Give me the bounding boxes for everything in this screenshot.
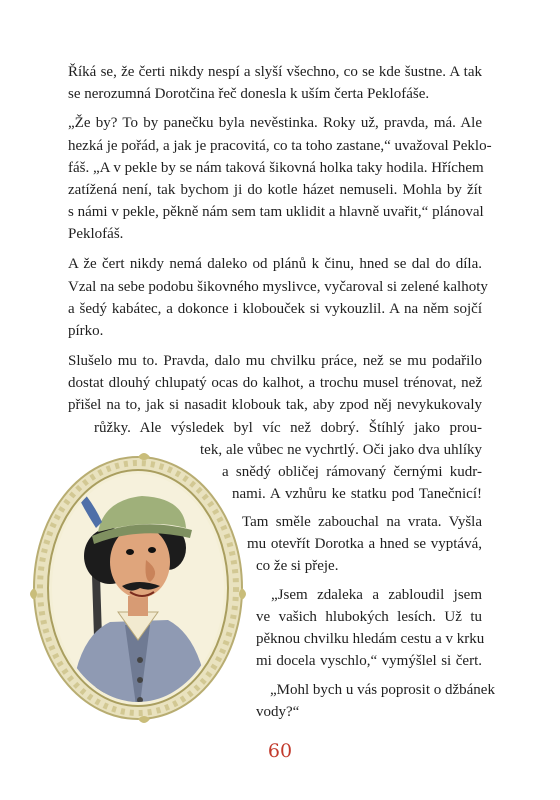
text-line: a snědý obličej rámovaný černými kudr- <box>222 464 482 480</box>
text-line: fáš. „A v pekle by se nám taková šikovná holka taky hodila. Hříchem <box>68 160 484 176</box>
text-line: Slušelo mu to. Pravda, dalo mu chvilku práce, než se mu podařilo <box>68 353 482 369</box>
text-line: „Mohl bych u vás poprosit o džbánek <box>270 682 495 698</box>
page-number: 60 <box>267 740 293 762</box>
text-line: mu otevřít Dorotka a hned se vyptává, <box>247 536 482 552</box>
text-line: nami. A vzhůru ke statku pod Tanečnicí! <box>232 486 482 502</box>
text-line: co že si přeje. <box>256 558 339 574</box>
text-line: „Že by? To by panečku byla nevěstinka. Roky už, pravda, má. Ale <box>68 115 482 131</box>
text-line: pěknou chvilku hledám cestu a v krku <box>256 631 485 647</box>
text-line: vody?“ <box>256 704 300 720</box>
text-line: pírko. <box>68 323 104 339</box>
text-line: a šedý kabátec, a dokonce i klobouček si vykouzlil. A na něm sojčí <box>68 301 482 317</box>
text-line: dostat dlouhý chlupatý ocas do kalhot, a trochu musel trénovat, než <box>68 375 482 391</box>
text-line: s námi v pekle, pěkně nám sem tam uklidit a hlavně uvařit,“ plánoval <box>68 204 484 220</box>
text-line: růžky. Ale výsledek byl víc než dobrý. Štíhlý jako prou- <box>94 420 482 436</box>
text-line: hezká je pořád, a jak je pracovitá, co ta toho zastane,“ uvažoval Peklo- <box>68 138 492 154</box>
text-line: Tam směle zabouchal na vrata. Vyšla <box>242 514 482 530</box>
text-line: přišel na to, jak si nasadit klobouk tak, aby zpod něj nevykukovaly <box>68 397 482 413</box>
text-line: Říká se, že čerti nikdy nespí a slyší všechno, co se kde šustne. A tak <box>68 64 482 80</box>
text-line: Vzal na sebe podobu šikovného myslivce, vyčaroval si zelené kalhoty <box>68 279 488 295</box>
text-line: mi docela vyschlo,“ vymýšlel si čert. <box>256 653 482 669</box>
text-line: tek, ale vůbec ne vychrtlý. Oči jako dva uhlíky <box>200 442 482 458</box>
text-line: „Jsem zdaleka a zabloudil jsem <box>271 587 482 603</box>
text-line: A že čert nikdy nemá daleko od plánů k činu, hned se dal do díla. <box>68 256 482 272</box>
text-line: zatížená není, tak bychom ji do kotle házet nemuseli. Mohla by žít <box>68 182 482 198</box>
text-line: Peklofáš. <box>68 226 124 242</box>
text-line: se nerozumná Dorotčina řeč donesla k uším čerta Peklofáše. <box>68 86 430 102</box>
text-line: ve vašich hlubokých lesích. Už tu <box>256 609 482 625</box>
